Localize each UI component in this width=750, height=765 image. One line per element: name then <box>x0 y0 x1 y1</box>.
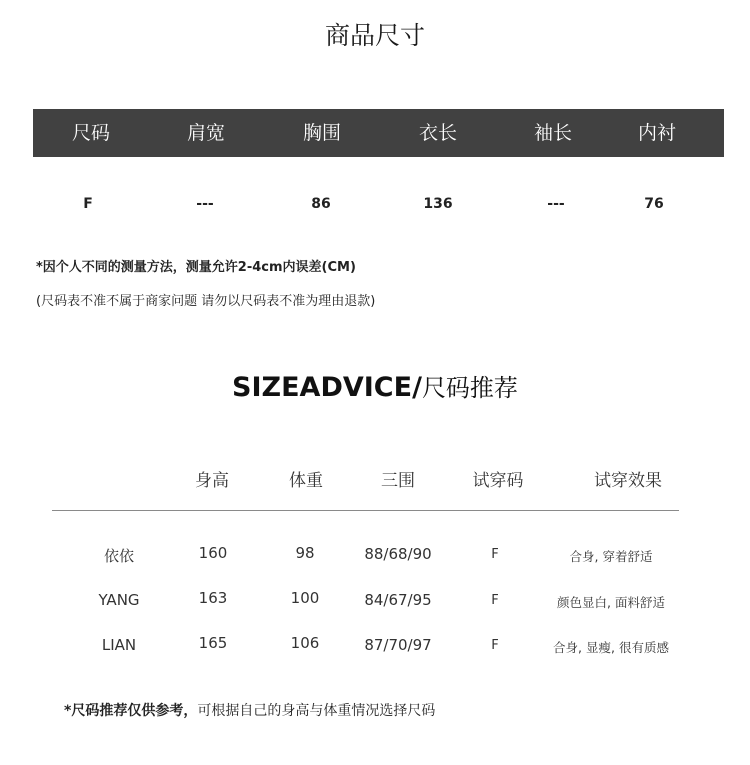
measurement-note: *因个人不同的测量方法，测量允许2-4cm内误差(CM) <box>36 260 356 275</box>
advice-row-measurements: 87/70/97 <box>364 636 432 654</box>
advice-header-weight: 体重 <box>289 471 323 491</box>
advice-footer-bold: *尺码推荐仅供参考， <box>64 703 198 719</box>
advice-row-fit: 合身, 穿着舒适 <box>569 549 653 564</box>
advice-row-weight: 100 <box>290 589 320 607</box>
cell-lining: 76 <box>644 196 664 212</box>
advice-header-measurements: 三围 <box>381 471 415 491</box>
advice-row-name: YANG <box>98 591 140 609</box>
size-advice-title-cn: 尺码推荐 <box>421 374 518 402</box>
advice-header-size: 试穿码 <box>472 471 524 491</box>
advice-row-size: F <box>491 638 499 653</box>
advice-header-height: 身高 <box>195 471 229 491</box>
advice-row-fit: 颜色显白, 面料舒适 <box>557 595 665 610</box>
header-shoulder: 肩宽 <box>186 122 225 144</box>
header-lining: 内衬 <box>637 122 676 144</box>
refund-note: (尺码表不准不属于商家问题 请勿以尺码表不准为理由退款) <box>36 294 376 309</box>
header-sleeve: 袖长 <box>533 122 572 144</box>
advice-row-height: 160 <box>198 544 228 562</box>
size-advice-title <box>0 368 750 403</box>
advice-header-fit: 试穿效果 <box>594 471 662 491</box>
advice-row-height: 165 <box>198 634 228 652</box>
advice-row-measurements: 84/67/95 <box>364 591 432 609</box>
product-size-title: 商品尺寸 <box>324 21 425 50</box>
advice-row-weight: 98 <box>295 544 315 562</box>
advice-divider <box>52 510 679 511</box>
header-chest: 胸围 <box>302 122 341 144</box>
advice-row-weight: 106 <box>290 634 320 652</box>
advice-footer-text: 可根据自己的身高与体重情况选择尺码 <box>197 703 436 719</box>
advice-row-name: LIAN <box>101 636 137 654</box>
header-size: 尺码 <box>71 122 110 144</box>
advice-row-fit: 合身, 显瘦, 很有质感 <box>553 640 669 655</box>
advice-row-size: F <box>491 593 499 608</box>
header-length: 衣长 <box>418 122 457 144</box>
cell-shoulder: --- <box>196 196 214 212</box>
advice-row-name: 依依 <box>103 547 134 565</box>
cell-sleeve: --- <box>547 196 565 212</box>
cell-chest: 86 <box>311 196 331 212</box>
advice-row-size: F <box>491 547 499 562</box>
advice-footer-note <box>64 700 435 720</box>
advice-row-height: 163 <box>198 589 228 607</box>
cell-size: F <box>83 196 93 212</box>
advice-row-measurements: 88/68/90 <box>364 545 432 563</box>
size-advice-title-en: SIZEADVICE/ <box>232 372 422 403</box>
cell-length: 136 <box>423 196 453 212</box>
